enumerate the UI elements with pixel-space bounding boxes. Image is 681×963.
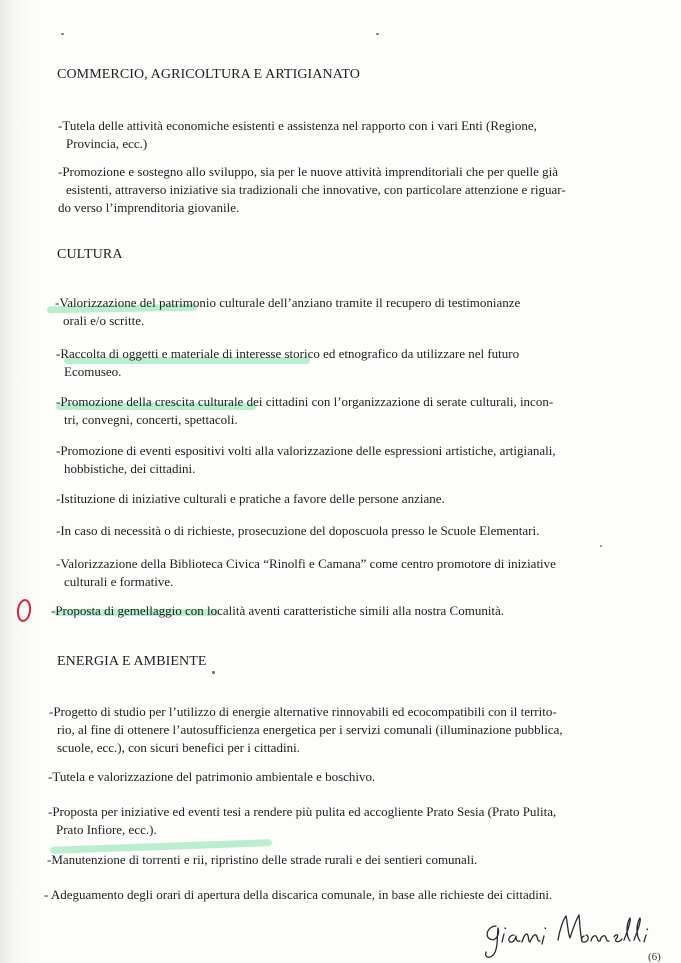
paragraph-line: esistenti, attraverso iniziative sia tradizionali che innovative, con particolare attenzione e riguar- xyxy=(66,182,566,197)
paragraph-line: Ecomuseo. xyxy=(64,364,122,379)
scan-edge-shadow xyxy=(0,0,38,963)
scan-speck xyxy=(600,545,602,547)
paragraph-line: -Valorizzazione della Biblioteca Civica “Rinolfi e Camana” come centro promotore di iniziative xyxy=(56,556,556,571)
paragraph-line: do verso l’imprenditoria giovanile. xyxy=(58,200,240,215)
section-heading-energia: ENERGIA E AMBIENTE xyxy=(57,654,207,669)
paragraph xyxy=(44,886,552,904)
paragraph-line: -Progetto di studio per l’utilizzo di energie alternative rinnovabili ed ecocompatibili con il territo- xyxy=(49,704,557,719)
paragraph-line: culturali e formative. xyxy=(64,574,174,589)
paragraph-line: hobbistiche, dei cittadini. xyxy=(64,461,196,476)
paragraph-line: -Raccolta di oggetti e materiale di interesse storico ed etnografico da utilizzare nel futuro xyxy=(56,346,520,361)
paragraph xyxy=(56,393,553,429)
paragraph-line: -In caso di necessità o di richieste, prosecuzione del doposcuola presso le Scuole Elementari. xyxy=(56,523,540,538)
page-number: (6) xyxy=(648,951,661,962)
paragraph xyxy=(56,555,556,591)
paragraph xyxy=(47,851,477,869)
paragraph-line: -Promozione e sostegno allo sviluppo, sia per le nuove attività imprenditoriali che per quelle già xyxy=(58,164,559,179)
paragraph xyxy=(58,117,537,153)
paragraph xyxy=(51,602,504,620)
paragraph-line: -Promozione di eventi espositivi volti alla valorizzazione delle espressioni artistiche, artigianali, xyxy=(56,443,556,458)
paragraph-line: orali e/o scritte. xyxy=(63,313,145,328)
handwritten-signature xyxy=(478,906,668,962)
paragraph-line: -Proposta per iniziative ed eventi tesi a rendere più pulita ed accogliente Prato Sesia (Prato Pulita, xyxy=(48,804,557,819)
paragraph-line: -Promozione della crescita culturale dei cittadini con l’organizzazione di serate culturali, incon- xyxy=(56,394,554,409)
paragraph xyxy=(58,163,566,217)
section-heading-commercio: COMMERCIO, AGRICOLTURA E ARTIGIANATO xyxy=(57,67,361,82)
paragraph xyxy=(55,294,520,330)
scan-speck xyxy=(376,33,379,35)
paragraph-line: Prato Infiore, ecc.). xyxy=(56,822,157,837)
paragraph-line: -Tutela delle attività economiche esistenti e assistenza nel rapporto con i vari Enti (Regione, xyxy=(58,118,537,133)
paragraph xyxy=(48,803,556,839)
section-heading-cultura: CULTURA xyxy=(57,247,123,262)
paragraph xyxy=(49,703,563,757)
paragraph-line: -Valorizzazione del patrimonio culturale dell’anziano tramite il recupero di testimonianze xyxy=(55,295,521,310)
paragraph-line: scuole, ecc.), con sicuri benefici per i cittadini. xyxy=(57,740,300,755)
paragraph-line: rio, al fine di ottenere l’autosufficienza energetica per i servizi comunali (illuminazione pubblica, xyxy=(57,722,563,737)
paragraph-line: -Manutenzione di torrenti e rii, ripristino delle strade rurali e dei sentieri comunali. xyxy=(47,852,478,867)
paragraph-line: -Istituzione di iniziative culturali e pratiche a favore delle persone anziane. xyxy=(56,491,445,506)
scan-speck xyxy=(61,33,64,35)
paragraph xyxy=(56,442,556,478)
paragraph xyxy=(56,345,519,381)
paragraph xyxy=(56,490,445,508)
paragraph-line: - Adeguamento degli orari di apertura della discarica comunale, in base alle richieste dei cittadini. xyxy=(44,887,553,902)
paragraph-line: tri, convegni, concerti, spettacoli. xyxy=(64,412,238,427)
paragraph-line: Provincia, ecc.) xyxy=(66,136,148,151)
paragraph-line: -Proposta di gemellaggio con località aventi caratteristiche simili alla nostra Comunità. xyxy=(51,603,505,618)
paragraph xyxy=(56,522,539,540)
paragraph xyxy=(48,768,375,786)
scan-speck xyxy=(212,671,215,674)
paragraph-line: -Tutela e valorizzazione del patrimonio ambientale e boschivo. xyxy=(48,769,376,784)
